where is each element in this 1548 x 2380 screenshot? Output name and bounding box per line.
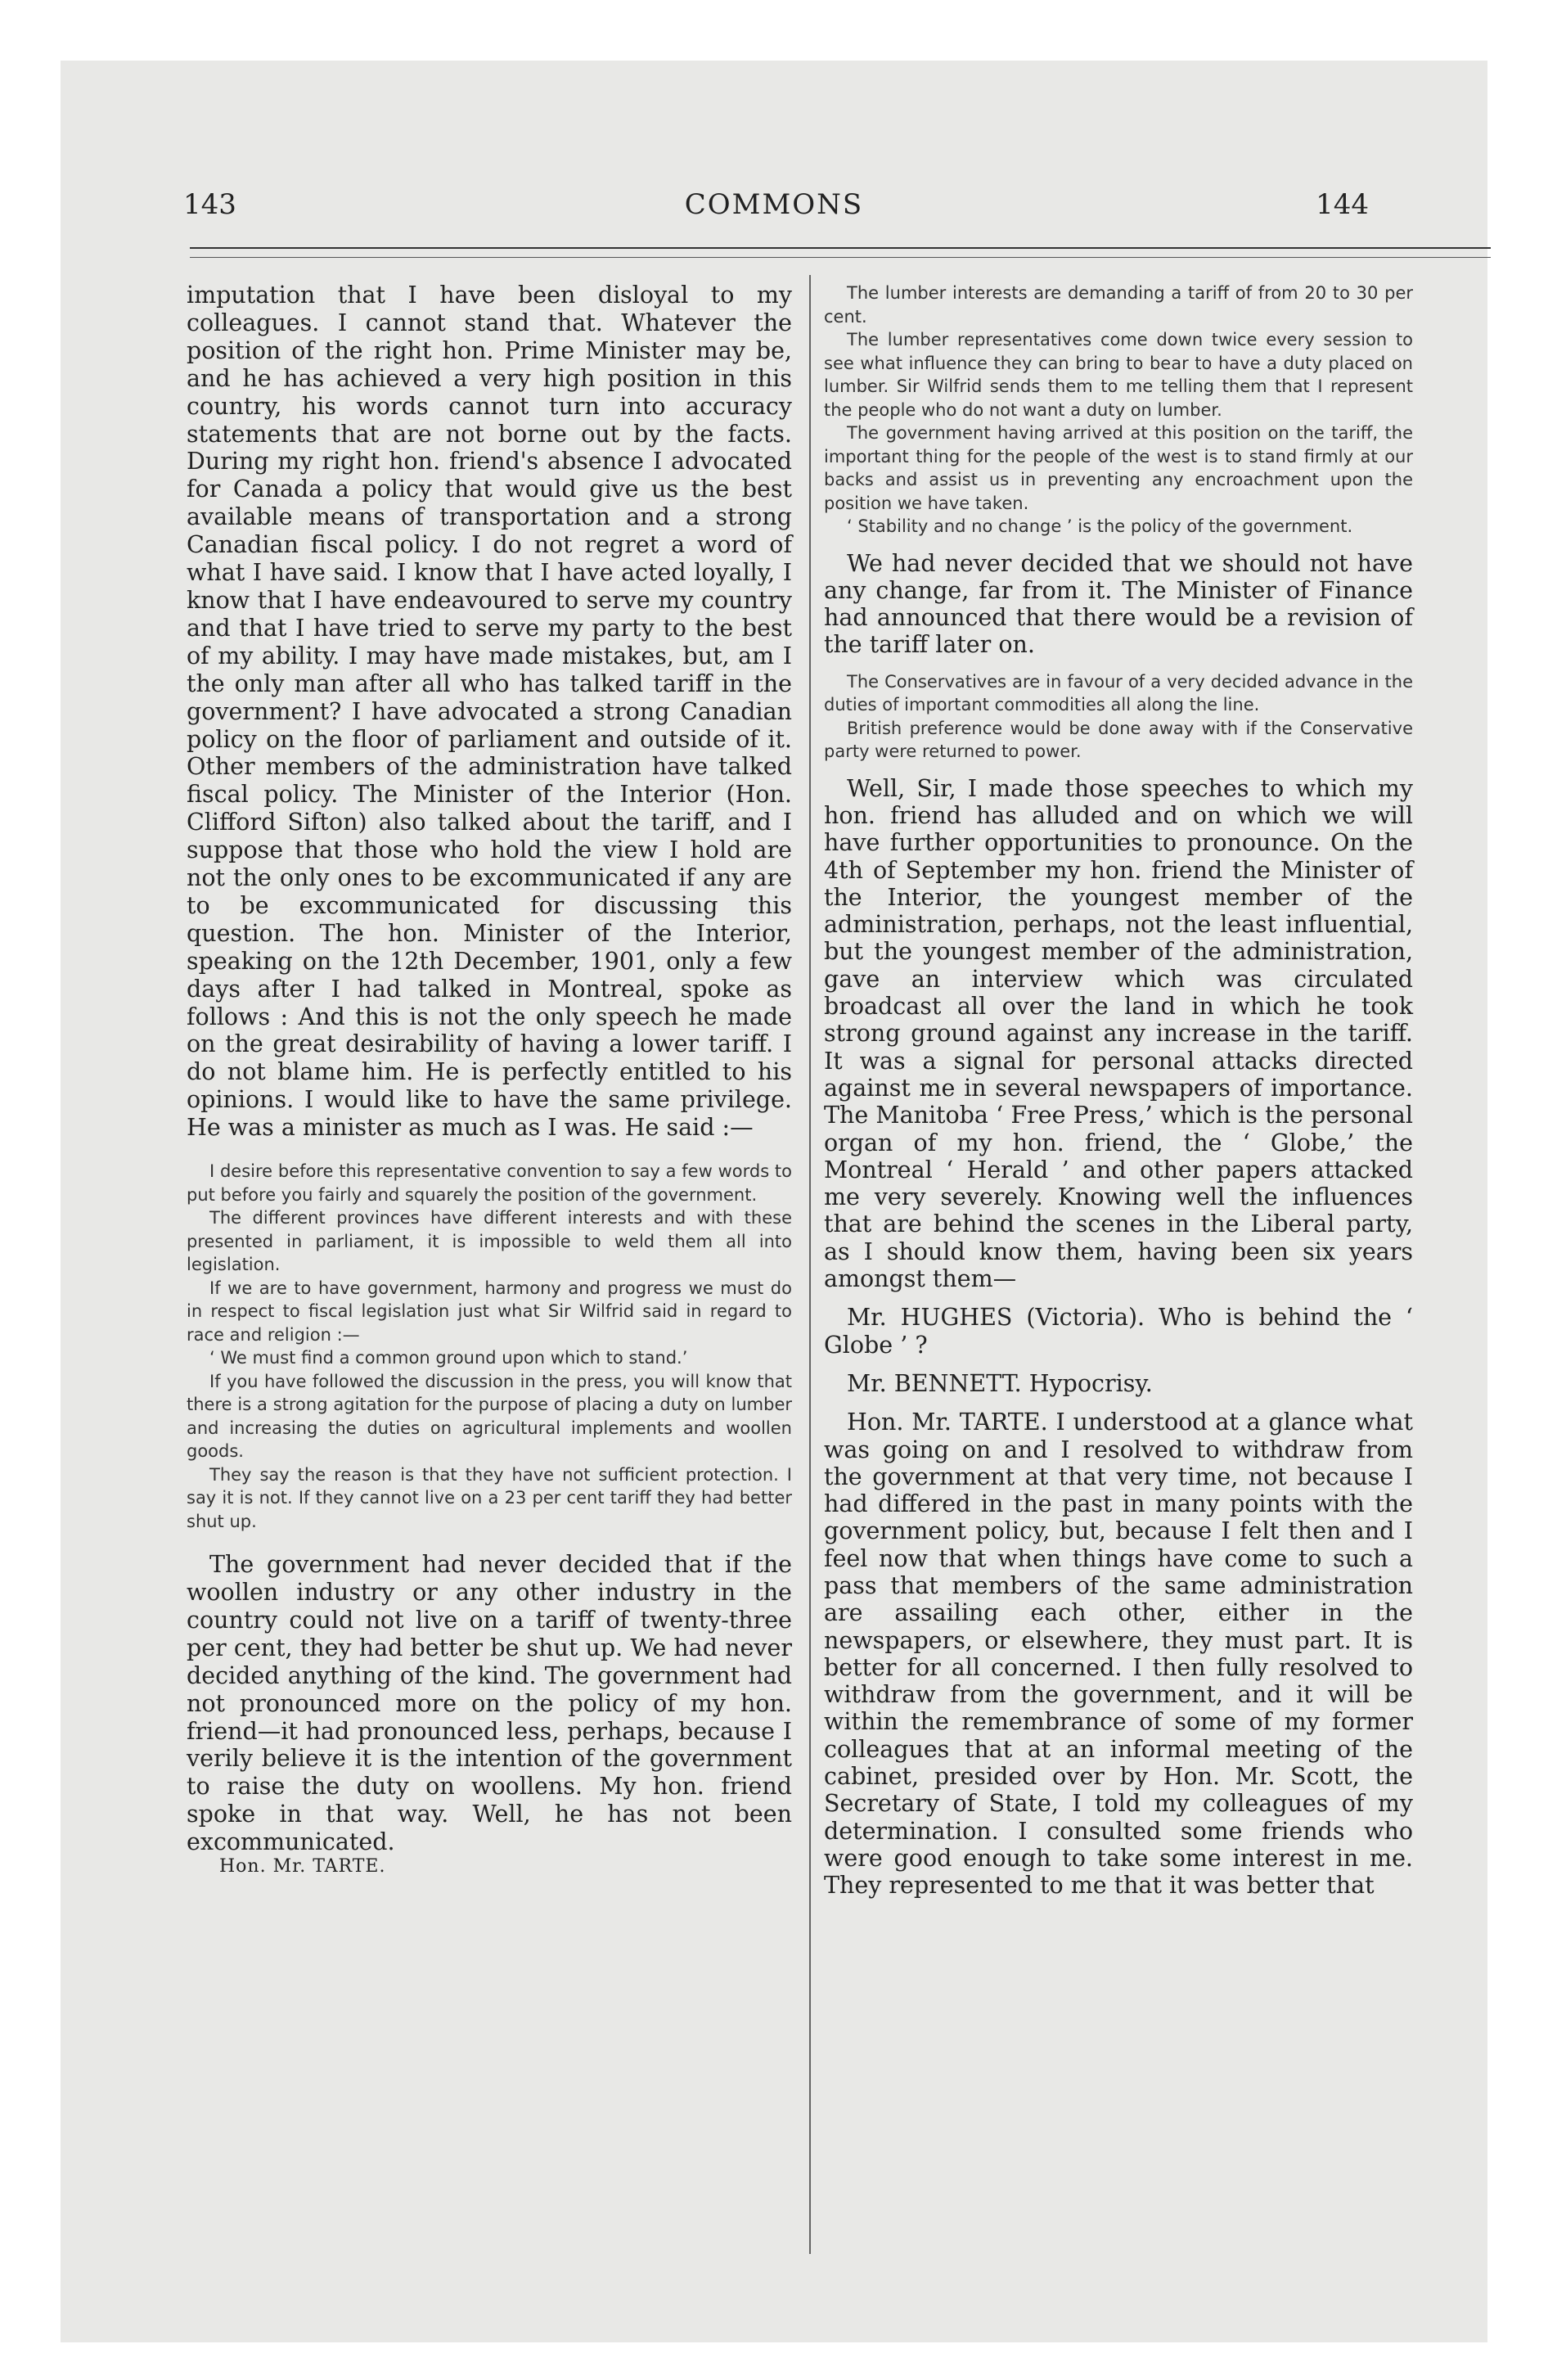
quoted-paragraph: British preference would be done away with if the Conservative party were returned to power. [824,718,1413,762]
quoted-paragraph: If we are to have government, harmony and progress we must do in respect to fiscal legislation just what Sir Wilfrid said in regard to race and religion :— [187,1278,792,1345]
header-rule-thin [190,257,1491,258]
quoted-paragraph: The different provinces have different interests and with these presented in parliament, it is impossible to weld them all into legislation. [187,1208,792,1275]
quoted-paragraph: The government having arrived at this position on the tariff, the important thing for the people of the west is to stand firmly at our backs and assist us in preventing any encroachment upon the position we have taken. [824,423,1413,513]
speech-paragraph: Hon. Mr. TARTE. I understood at a glance what was going on and I resolved to withdraw from the government at that very time, not because I had differed in the past in many points with the government policy, but, because I felt then and I feel now that when things have come to such a pass that members of the same administration are assailing each other, either in the newspapers, or elsewhere, they must part. It is better for all concerned. I then fully resolved to withdraw from the government, and it will be within the remembrance of some of my former colleagues that at an informal meeting of the cabinet, presided over by Hon. Mr. Scott, the Secretary of State, I told my colleagues of my determination. I consulted some friends who were good enough to take some interest in me. They represented to me that it was better that [824,1409,1413,1900]
speech-paragraph: We had never decided that we should not have any change, far from it. The Minister of Finance had announced that there would be a revision of the tariff later on. [824,549,1413,659]
speech-paragraph: The government had never decided that if the woollen industry or any other industry in the country could not live on a tariff of twenty-three per cent, they had better be shut up. We had never decided anything of the kind. The government had not pronounced more on the policy of my hon. friend—it had pronounced less, perhaps, because I verily believe it is the intention of the government to raise the duty on woollens. My hon. friend spoke in that way. Well, he has not been excommunicated. [187,1551,792,1856]
page-header [61,188,1487,237]
quoted-paragraph: The Conservatives are in favour of a very decided advance in the duties of important commodities all along the line. [824,671,1413,715]
speech-paragraph: Mr. BENNETT. Hypocrisy. [847,1369,1153,1397]
quoted-paragraph: The lumber interests are demanding a tariff of from 20 to 30 per cent. [824,283,1413,327]
speaker-heading: Hon. Mr. TARTE. [219,1856,386,1877]
column-divider [809,275,811,2254]
quoted-paragraph: The lumber representatives come down twice every session to see what influence they can bring to bear to have a duty placed on lumber. Sir Wilfrid sends them to me telling them that I represent the people who do not want a duty on lumber. [824,330,1413,420]
quoted-paragraph: I desire before this representative convention to say a few words to put before you fairly and squarely the position of the government. [187,1161,792,1205]
speech-paragraph: Mr. HUGHES (Victoria). Who is behind the ‘ Globe ’ ? [824,1304,1413,1359]
document-page [61,61,1487,2342]
header-title: COMMONS [684,188,864,221]
speech-paragraph: imputation that I have been disloyal to my colleagues. I cannot stand that. Whatever the position of the right hon. Prime Minister may be, and he has achieved a very high position in this country, his words cannot turn into accuracy statements that are not borne out by the facts. During my right hon. friend's absence I advocated for Canada a policy that would give us the best available means of transportation and a strong Canadian fiscal policy. I do not regret a word of what I have said. I know that I have acted loyally, I know that I have endeavoured to serve my country and that I have tried to serve my party to the best of my ability. I may have made mistakes, but, am I the only man after all who has talked tariff in the government? I have advocated a strong Canadian policy on the floor of parliament and outside of it. Other members of the administration have talked fiscal policy. The Minister of the Interior (Hon. Clifford Sifton) also talked about the tariff, and I suppose that those who hold the view I hold are not the only ones to be excommunicated if any are to be excommunicated for discussing this question. The hon. Minister of the Interior, speaking on the 12th December, 1901, only a few days after I had talked in Montreal, spoke as follows : And this is not the only speech he made on the great desirability of having a lower tariff. I do not blame him. He is perfectly entitled to his opinions. I would like to have the same privilege. He was a minister as much as I was. He said :— [187,282,792,1142]
page-number-left: 143 [183,188,236,221]
right-column [824,282,1413,1900]
quoted-paragraph: ‘ We must find a common ground upon which to stand.’ [209,1348,688,1368]
quoted-paragraph: They say the reason is that they have not sufficient protection. I say it is not. If they cannot live on a 23 per cent tariff they had better shut up. [187,1464,792,1531]
left-column [187,282,792,1877]
page-number-right: 144 [1316,188,1369,221]
quoted-paragraph: ‘ Stability and no change ’ is the policy of the government. [847,516,1353,536]
header-rule [190,247,1491,249]
quoted-paragraph: If you have followed the discussion in the press, you will know that there is a strong agitation for the purpose of placing a duty on lumber and increasing the duties on agricultural implements and woollen goods. [187,1371,792,1462]
speech-paragraph: Well, Sir, I made those speeches to which my hon. friend has alluded and on which we will have further opportunities to pronounce. On the 4th of September my hon. friend the Minister of the Interior, the youngest member of the administration, perhaps, not the least influential, but the youngest member of the administration, gave an interview which was circulated broadcast all over the land in which he took strong ground against any increase in the tariff. It was a signal for personal attacks directed against me in several newspapers of importance. The Manitoba ‘ Free Press,’ which is the personal organ of my hon. friend, the ‘ Globe,’ the Montreal ‘ Herald ’ and other papers attacked me very severely. Knowing well the influences that are behind the scenes in the Liberal party, as I should know them, having been six years amongst them— [824,774,1413,1293]
